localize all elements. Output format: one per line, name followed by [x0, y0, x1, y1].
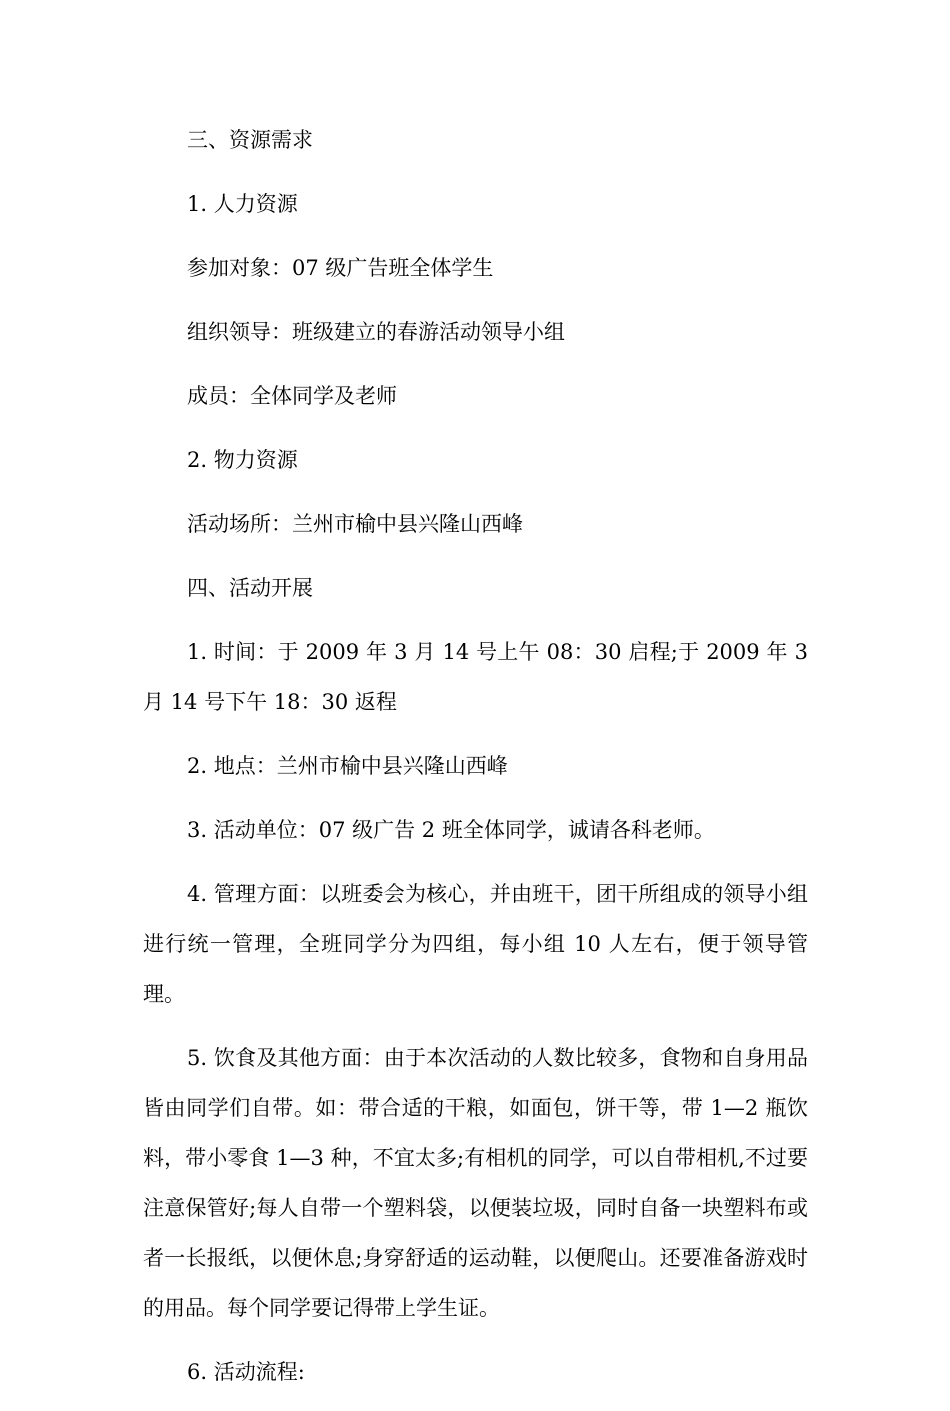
subheading-human-resources: 1. 人力资源: [187, 192, 298, 216]
paragraph-location: 2. 地点：兰州市榆中县兴隆山西峰: [187, 754, 508, 778]
paragraph-time: 1. 时间：于 2009 年 3 月 14 号上午 08：30 启程;于 2009 年 3 月 14 号下午 18：30 返程: [143, 640, 808, 714]
paragraph-members: 成员：全体同学及老师: [187, 384, 397, 408]
document-body: [143, 115, 808, 1411]
section-heading-activity: 四、活动开展: [187, 576, 313, 600]
paragraph-food-and-other: 5. 饮食及其他方面：由于本次活动的人数比较多，食物和自身用品皆由同学们自带。如：带合适的干粮，如面包，饼干等，带 1—2 瓶饮料，带小零食 1—3 种，不宜太多;有相机的同学，可以自带相机,不过要注意保管好;每人自带一个塑料袋，以便装垃圾，同时自备一块塑料布或者一长报纸，以便休息;身穿舒适的运动鞋，以便爬山。还要准备游戏时的用品。每个同学要记得带上学生证。: [143, 1046, 808, 1320]
paragraph-management: 4. 管理方面：以班委会为核心，并由班干，团干所组成的领导小组进行统一管理，全班同学分为四组，每小组 10 人左右，便于领导管理。: [143, 882, 808, 1006]
paragraph-process: 6. 活动流程:: [187, 1360, 305, 1384]
paragraph-organizers: 组织领导：班级建立的春游活动领导小组: [187, 320, 565, 344]
paragraph-venue: 活动场所：兰州市榆中县兴隆山西峰: [187, 512, 523, 536]
section-heading-resources: 三、资源需求: [187, 128, 313, 152]
paragraph-participants: 参加对象：07 级广告班全体学生: [187, 256, 494, 280]
subheading-material-resources: 2. 物力资源: [187, 448, 298, 472]
paragraph-unit: 3. 活动单位：07 级广告 2 班全体同学，诚请各科老师。: [187, 818, 715, 842]
